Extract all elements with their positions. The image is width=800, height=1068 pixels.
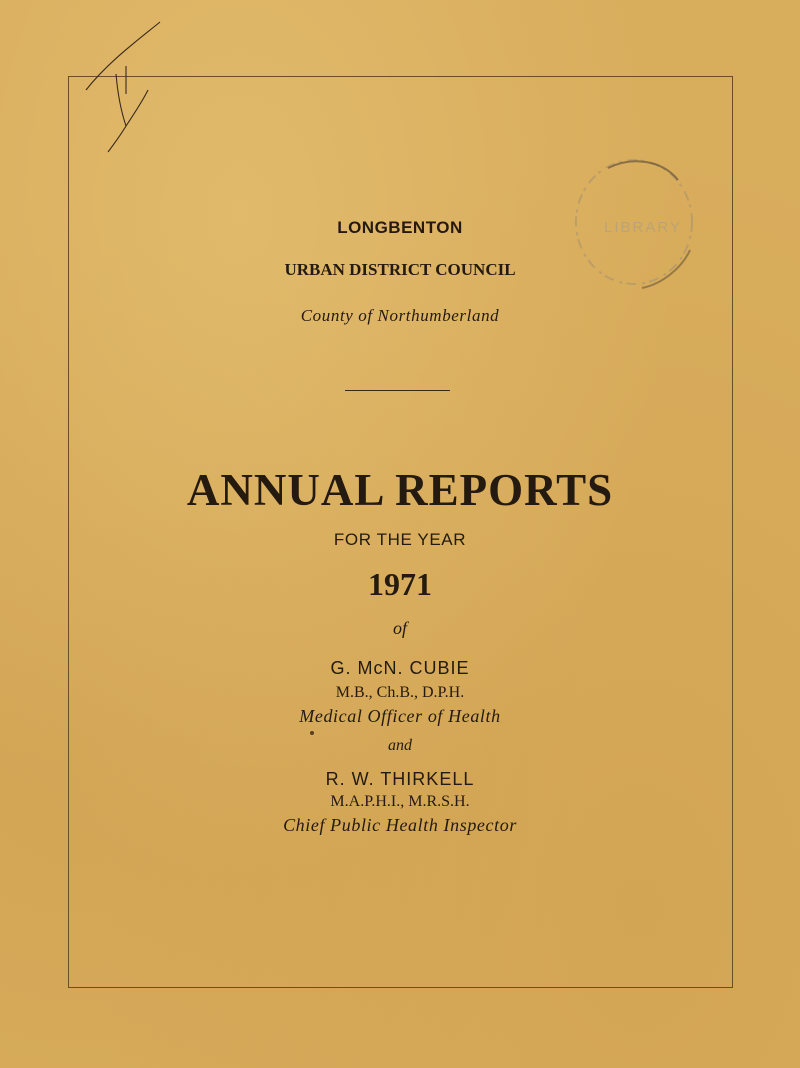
health-inspector-name: R. W. THIRKELL [325,769,475,789]
medical-officer-name: G. McN. CUBIE [330,658,470,678]
for-the-year-label: FOR THE YEAR [333,530,467,549]
medical-officer-role: Medical Officer of Health [299,706,501,726]
county-name: County of Northumberland [300,306,500,325]
medical-officer-qualifications: M.B., Ch.B., D.P.H. [335,684,465,701]
of-label: of [392,618,407,638]
pencil-annotation-mark [78,18,168,158]
council-type: URBAN DISTRICT COUNCIL [284,260,516,279]
health-inspector-role: Chief Public Health Inspector [283,815,517,835]
health-inspector-qualifications: M.A.P.H.I., M.R.S.H. [330,793,470,810]
report-title: ANNUAL REPORTS [186,465,614,515]
and-label: and [388,737,412,754]
ink-dot [310,731,314,735]
council-name: LONGBENTON [337,218,463,237]
stamp-label: LIBRARY [604,219,682,236]
report-year: 1971 [368,566,432,602]
divider-rule [345,390,450,391]
